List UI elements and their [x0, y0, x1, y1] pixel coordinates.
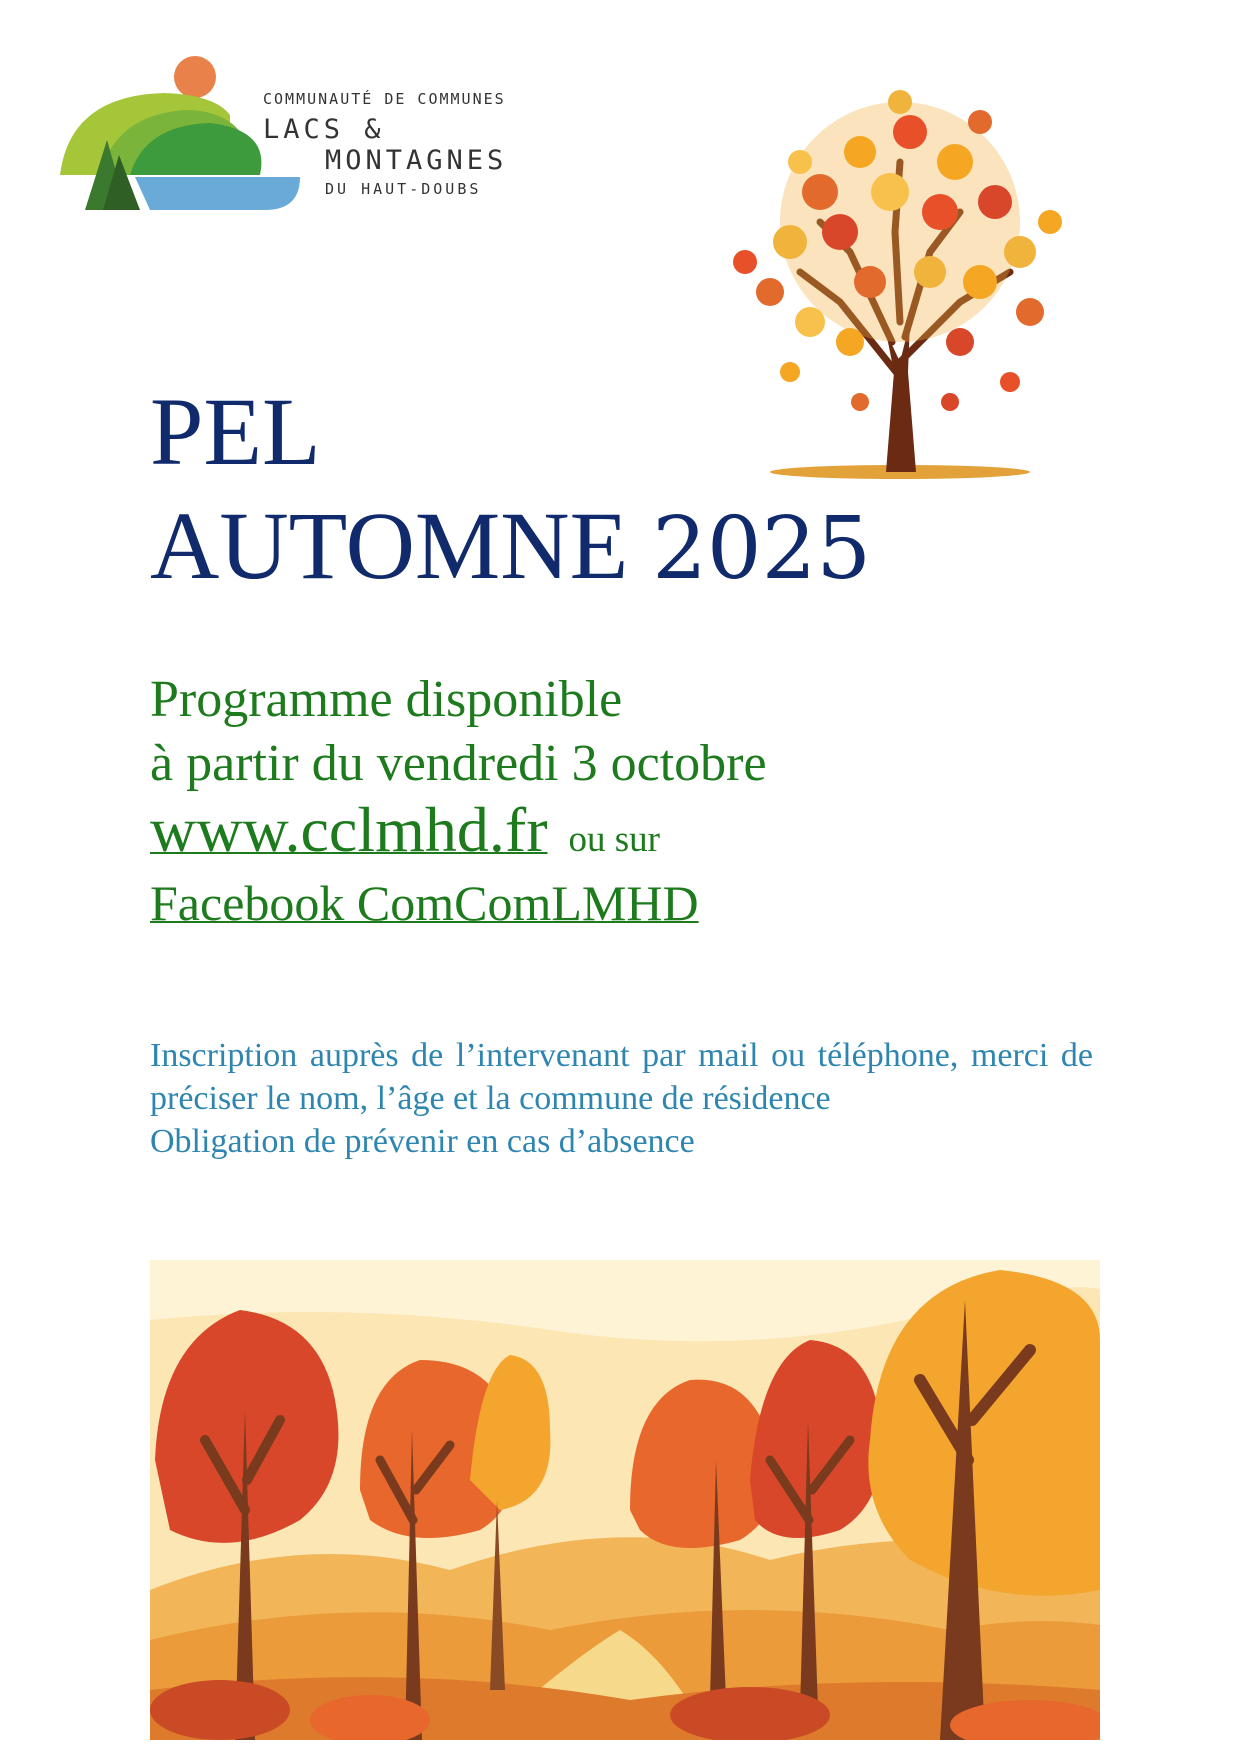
info-paragraph-inscription: Inscription auprès de l’intervenant par mail ou téléphone, merci de préciser le nom, l’âge et la commune de résidence — [150, 1037, 1093, 1117]
registration-info — [150, 1034, 1093, 1163]
program-line-1: Programme disponible — [150, 671, 623, 728]
logo-line-haut-doubs: DU HAUT-DOUBS — [325, 180, 482, 198]
website-link[interactable]: www.cclmhd.fr — [150, 794, 548, 865]
logo-line-montagnes: MONTAGNES — [325, 145, 508, 176]
title-year: 2025 — [652, 499, 872, 599]
page-title — [150, 375, 871, 606]
logo-line-lacs: LACS & — [263, 114, 385, 145]
facebook-link[interactable]: Facebook ComComLMHD — [150, 875, 699, 931]
ou-sur-text: ou sur — [568, 819, 660, 860]
title-word-automne: AUTOMNE — [150, 492, 629, 599]
program-url-line — [150, 794, 767, 872]
organization-logo — [55, 55, 615, 245]
title-line-pel: PEL — [150, 378, 321, 485]
logo-line-communaute: COMMUNAUTÉ DE COMMUNES — [263, 90, 506, 108]
autumn-forest-icon — [150, 1260, 1100, 1740]
info-paragraph-absence: Obligation de prévenir en cas d’absence — [150, 1123, 695, 1160]
title-line-automne — [150, 489, 871, 606]
program-announcement — [150, 668, 767, 936]
program-line-2: à partir du vendredi 3 octobre — [150, 735, 767, 792]
